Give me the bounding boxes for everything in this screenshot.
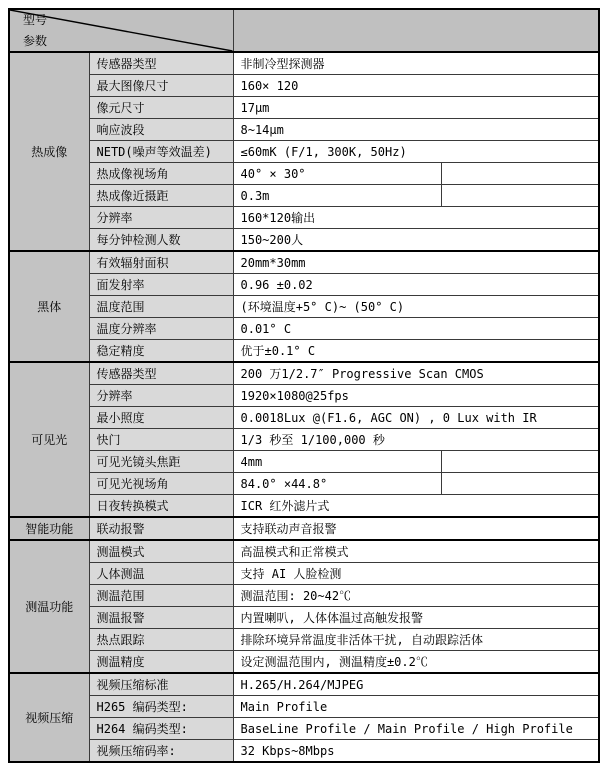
spec-row: [9, 517, 599, 540]
value-cell: 支持 AI 人脸检测: [233, 563, 599, 585]
category-cell: 视频压缩: [9, 673, 89, 762]
spec-row: [9, 362, 599, 385]
parameter-cell: 热点跟踪: [89, 629, 233, 651]
category-cell: 智能功能: [9, 517, 89, 540]
parameter-cell: 人体测温: [89, 563, 233, 585]
parameter-cell: 测温精度: [89, 651, 233, 674]
parameter-cell: 可见光视场角: [89, 473, 233, 495]
value-cell: 1920×1080@25fps: [233, 385, 599, 407]
value-extra-cell: [441, 163, 599, 185]
parameter-cell: H264 编码类型:: [89, 718, 233, 740]
value-cell: 测温范围: 20~42℃: [233, 585, 599, 607]
spec-row: [9, 141, 599, 163]
spec-row: [9, 429, 599, 451]
category-cell: 可见光: [9, 362, 89, 517]
value-cell: 84.0° ×44.8°: [233, 473, 441, 495]
value-cell: 支持联动声音报警: [233, 517, 599, 540]
spec-row: [9, 185, 599, 207]
value-cell: 8~14μm: [233, 119, 599, 141]
parameter-cell: 热成像视场角: [89, 163, 233, 185]
parameter-cell: NETD(噪声等效温差): [89, 141, 233, 163]
parameter-cell: 稳定精度: [89, 340, 233, 363]
parameter-cell: 热成像近摄距: [89, 185, 233, 207]
spec-row: [9, 385, 599, 407]
spec-row: [9, 274, 599, 296]
category-cell: 热成像: [9, 52, 89, 251]
parameter-cell: 响应波段: [89, 119, 233, 141]
parameter-cell: 测温报警: [89, 607, 233, 629]
value-cell: 32 Kbps~8Mbps: [233, 740, 599, 763]
parameter-cell: 快门: [89, 429, 233, 451]
value-cell: 200 万1/2.7″ Progressive Scan CMOS: [233, 362, 599, 385]
value-extra-cell: [441, 473, 599, 495]
value-cell: H.265/H.264/MJPEG: [233, 673, 599, 696]
value-cell: 160× 120: [233, 75, 599, 97]
spec-row: [9, 340, 599, 363]
value-cell: 高温模式和正常模式: [233, 540, 599, 563]
value-cell: 17μm: [233, 97, 599, 119]
spec-table: [8, 8, 600, 763]
spec-row: [9, 52, 599, 75]
value-extra-cell: [441, 185, 599, 207]
parameter-cell: 温度分辨率: [89, 318, 233, 340]
value-extra-cell: [441, 451, 599, 473]
spec-row: [9, 318, 599, 340]
header-parameter-label: 参数: [23, 34, 48, 48]
value-cell: 内置喇叭, 人体体温过高触发报警: [233, 607, 599, 629]
value-cell: Main Profile: [233, 696, 599, 718]
parameter-cell: 温度范围: [89, 296, 233, 318]
spec-row: [9, 207, 599, 229]
parameter-cell: 视频压缩标准: [89, 673, 233, 696]
value-cell: 40° × 30°: [233, 163, 441, 185]
spec-row: [9, 296, 599, 318]
spec-row: [9, 673, 599, 696]
value-cell: 0.0018Lux @(F1.6, AGC ON) , 0 Lux with IR: [233, 407, 599, 429]
value-cell: 排除环境异常温度非活体干扰, 自动跟踪活体: [233, 629, 599, 651]
parameter-cell: 最大图像尺寸: [89, 75, 233, 97]
category-cell: 测温功能: [9, 540, 89, 673]
value-cell: 160*120输出: [233, 207, 599, 229]
spec-row: [9, 119, 599, 141]
spec-row: [9, 718, 599, 740]
value-cell: 1/3 秒至 1/100,000 秒: [233, 429, 599, 451]
parameter-cell: 视频压缩码率:: [89, 740, 233, 763]
header-diagonal-cell: [9, 9, 233, 52]
parameter-cell: 有效辐射面积: [89, 251, 233, 274]
value-cell: 0.3m: [233, 185, 441, 207]
parameter-cell: H265 编码类型:: [89, 696, 233, 718]
spec-row: [9, 75, 599, 97]
value-cell: ICR 红外滤片式: [233, 495, 599, 518]
parameter-cell: 测温模式: [89, 540, 233, 563]
value-cell: ≤60mK (F/1, 300K, 50Hz): [233, 141, 599, 163]
spec-row: [9, 473, 599, 495]
header-row: [9, 9, 599, 52]
parameter-cell: 联动报警: [89, 517, 233, 540]
parameter-cell: 分辨率: [89, 385, 233, 407]
spec-row: [9, 585, 599, 607]
header-model-label: 型号: [23, 13, 48, 27]
value-cell: 20mm*30mm: [233, 251, 599, 274]
parameter-cell: 传感器类型: [89, 52, 233, 75]
spec-table-body: [9, 9, 599, 762]
parameter-cell: 传感器类型: [89, 362, 233, 385]
spec-row: [9, 651, 599, 674]
spec-row: [9, 97, 599, 119]
spec-row: [9, 407, 599, 429]
value-cell: 150~200人: [233, 229, 599, 252]
spec-row: [9, 495, 599, 518]
parameter-cell: 每分钟检测人数: [89, 229, 233, 252]
spec-row: [9, 607, 599, 629]
value-cell: BaseLine Profile / Main Profile / High Profile: [233, 718, 599, 740]
spec-row: [9, 540, 599, 563]
value-cell: 0.96 ±0.02: [233, 274, 599, 296]
value-cell: (环境温度+5° C)~ (50° C): [233, 296, 599, 318]
spec-row: [9, 563, 599, 585]
spec-row: [9, 163, 599, 185]
spec-row: [9, 696, 599, 718]
value-cell: 4mm: [233, 451, 441, 473]
spec-row: [9, 451, 599, 473]
parameter-cell: 可见光镜头焦距: [89, 451, 233, 473]
value-cell: 0.01° C: [233, 318, 599, 340]
value-cell: 设定测温范围内, 测温精度±0.2℃: [233, 651, 599, 674]
value-cell: 优于±0.1° C: [233, 340, 599, 363]
spec-row: [9, 629, 599, 651]
spec-row: [9, 740, 599, 763]
parameter-cell: 分辨率: [89, 207, 233, 229]
spec-row: [9, 229, 599, 252]
parameter-cell: 最小照度: [89, 407, 233, 429]
parameter-cell: 测温范围: [89, 585, 233, 607]
parameter-cell: 日夜转换模式: [89, 495, 233, 518]
parameter-cell: 面发射率: [89, 274, 233, 296]
header-empty-cell: [233, 9, 599, 52]
spec-row: [9, 251, 599, 274]
value-cell: 非制冷型探测器: [233, 52, 599, 75]
parameter-cell: 像元尺寸: [89, 97, 233, 119]
category-cell: 黑体: [9, 251, 89, 362]
